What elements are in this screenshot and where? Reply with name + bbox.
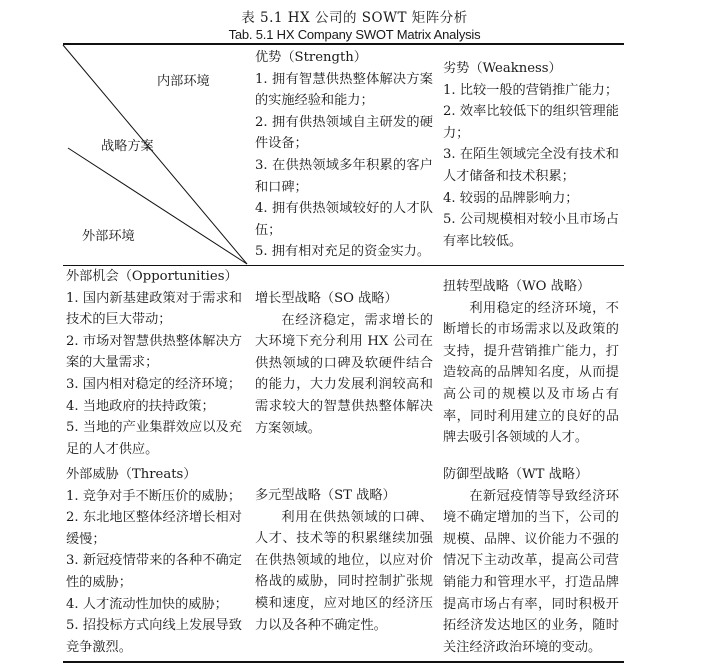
opportunities-cell <box>66 266 242 460</box>
weaknesses-title: 劣势（Weakness） <box>443 61 562 76</box>
table-caption-chinese: 表 5.1 HX 公司的 SOWT 矩阵分析 <box>241 10 468 26</box>
st-strategy-body: 利用在供热领域的口碑、人才、技术等的积累继续加强在供热领域的地位，以应对价格战的威胁，同时控制扩张规模和速度，应对地区的经济压力以及各种不确定性。 <box>255 509 433 633</box>
weakness-item: 4. 较弱的品牌影响力； <box>443 190 579 206</box>
so-strategy-title: 增长型战略（SO 战略） <box>255 291 398 306</box>
threat-item: 2. 东北地区整体经济增长相对缓慢； <box>66 510 242 547</box>
strength-item: 1. 拥有智慧供热整体解决方案的实施经验和能力； <box>255 71 433 109</box>
opportunity-item: 3. 国内相对稳定的经济环境； <box>66 376 242 392</box>
st-strategy-title: 多元型战略（ST 战略） <box>255 488 396 503</box>
weakness-item: 2. 效率比较低下的组织管理能力； <box>443 104 619 141</box>
wo-strategy-body: 利用稳定的经济环境，不断增长的市场需求以及政策的支持，提升营销推广能力，打造较高的品牌知名度，从而提高公司的规模以及市场占有率，同时利用建立的良好的品牌去吸引各领域的人才。 <box>443 300 619 446</box>
wo-strategy-cell <box>443 276 619 449</box>
so-strategy-body: 在经济稳定，需求增长的大环境下充分利用 HX 公司在供热领域的口碑及软硬件结合的能力，大力发展利润较高和需求较大的智慧供热整体解决方案领域。 <box>255 312 433 436</box>
so-strategy-cell <box>255 288 433 439</box>
opportunities-title: 外部机会（Opportunities） <box>66 269 238 284</box>
weakness-item: 5. 公司规模相对较小且市场占有率比较低。 <box>443 212 619 249</box>
label-strategy-options: 战略方案 <box>101 139 154 154</box>
strengths-cell <box>255 47 433 263</box>
threat-item: 4. 人才流动性加快的威胁； <box>66 596 228 612</box>
table-caption-english: Tab. 5.1 HX Company SWOT Matrix Analysis <box>228 27 481 42</box>
weakness-item: 1. 比较一般的营销推广能力； <box>443 82 619 98</box>
wt-strategy-body: 在新冠疫情等导致经济环境不确定增加的当下，公司的规模、品牌、议价能力不强的情况下主动改革，提高公司营销能力和管理水平，打造品牌提高市场占有率，同时积极开拓经济发达地区的业务，随时关注经济政治环境的变动。 <box>443 488 619 655</box>
threats-cell <box>66 464 242 658</box>
opportunity-item: 1. 国内新基建政策对于需求和技术的巨大带动； <box>66 290 242 328</box>
wt-strategy-title: 防御型战略（WT 战略） <box>443 467 589 482</box>
wo-strategy-title: 扭转型战略（WO 战略） <box>443 279 591 294</box>
opportunity-item: 4. 当地政府的扶持政策； <box>66 398 215 414</box>
diagonal-line-lower <box>68 148 247 264</box>
threat-item: 3. 新冠疫情带来的各种不确定性的威胁； <box>66 553 242 590</box>
weaknesses-cell <box>443 58 619 252</box>
opportunity-item: 2. 市场对智慧供热整体解决方案的大量需求； <box>66 333 242 371</box>
strength-item: 4. 拥有供热领域较好的人才队伍； <box>255 201 433 238</box>
wt-strategy-cell <box>443 464 619 658</box>
st-strategy-cell <box>255 485 433 636</box>
strength-item: 2. 拥有供热领域自主研发的硬件设备； <box>255 114 433 152</box>
threats-title: 外部威胁（Threats） <box>66 467 197 482</box>
weakness-item: 3. 在陌生领域完全没有技术和人才储备和技术积累； <box>443 147 619 184</box>
strength-item: 5. 拥有相对充足的资金实力。 <box>255 244 431 260</box>
threat-item: 5. 招投标方式向线上发展导致竞争激烈。 <box>66 618 242 655</box>
label-internal-environment: 内部环境 <box>157 74 210 89</box>
strengths-title: 优势（Strength） <box>255 50 367 65</box>
threat-item: 1. 竞争对手不断压价的威胁； <box>66 488 242 504</box>
strength-item: 3. 在供热领域多年积累的客户和口碑； <box>255 157 433 195</box>
label-external-environment: 外部环境 <box>82 229 135 244</box>
opportunity-item: 5. 当地的产业集群效应以及充足的人才供应。 <box>66 420 242 457</box>
